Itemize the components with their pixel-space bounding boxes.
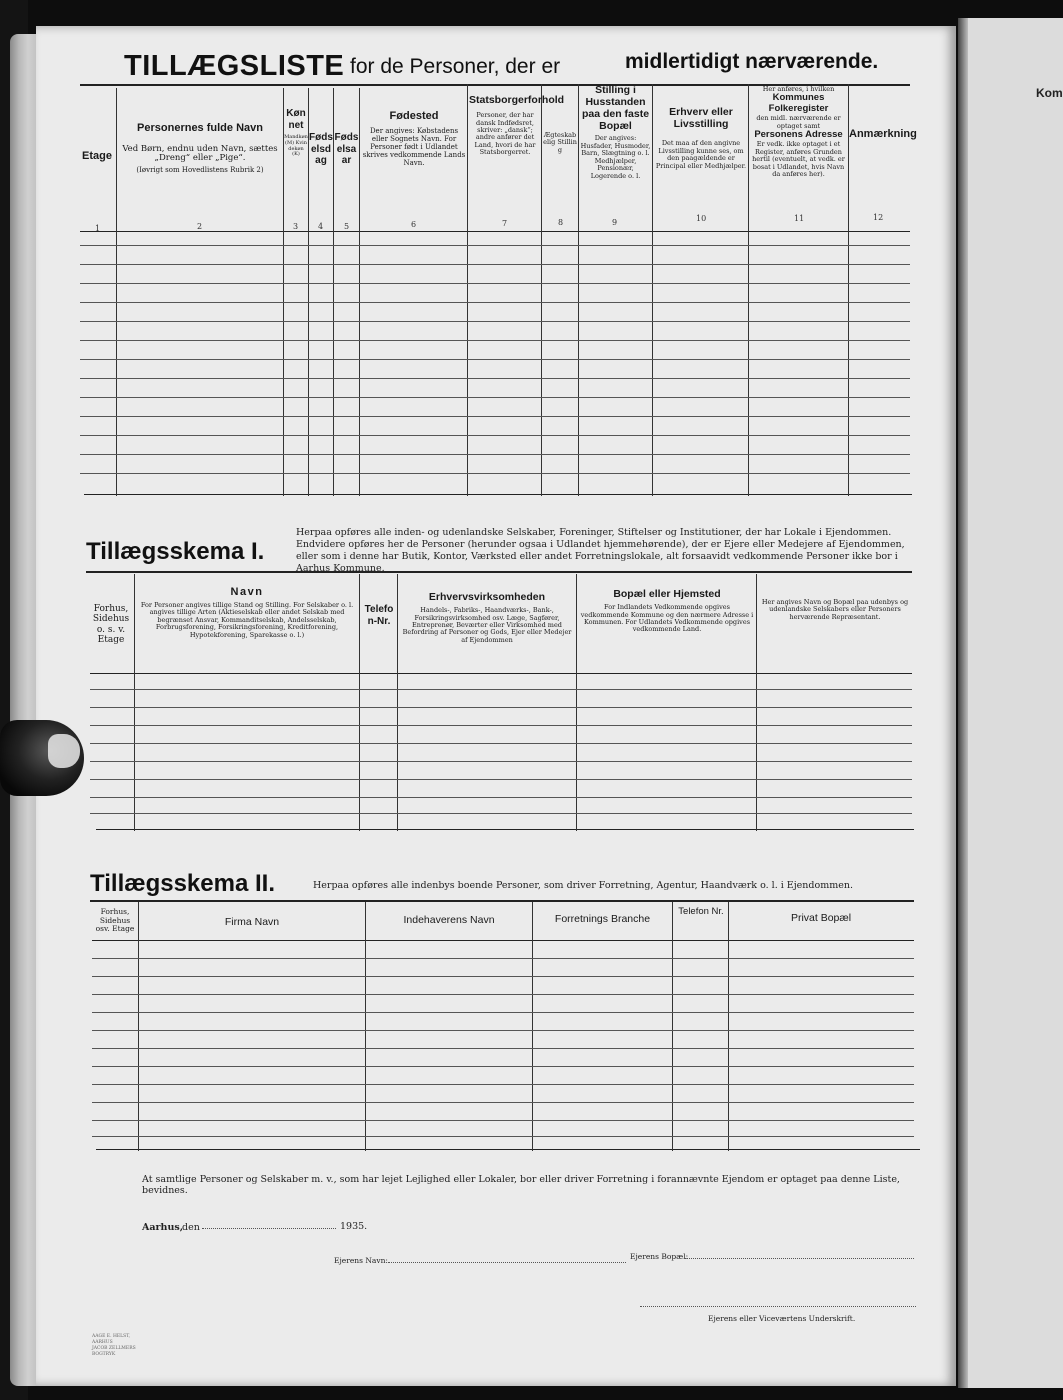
skema1-header-rule — [90, 673, 912, 674]
skema1-col-divider — [359, 574, 360, 831]
table1-header-rule — [80, 231, 910, 232]
s1-header-domicile-title: Bopæl eller Hjemsted — [613, 588, 721, 600]
table1-row-line — [80, 302, 910, 303]
t1-header-birthplace-title: Fødested — [389, 110, 439, 122]
t1-header-register-title: Kommunes Folkeregister — [768, 92, 829, 115]
t1-col-num: 6 — [411, 220, 417, 229]
year-label: 1935. — [340, 1221, 368, 1232]
skema2-col-divider — [138, 902, 139, 1151]
skema2-row-line — [92, 1048, 914, 1049]
t1-col-num: 9 — [612, 218, 618, 227]
s1-header-phone: Telefon-Nr. — [364, 604, 394, 627]
t1-header-birthday: Fødselsdag — [309, 132, 333, 166]
skema2-row-line — [92, 1030, 914, 1031]
skema2-col-divider — [672, 902, 673, 1151]
t1-col-num: 12 — [873, 213, 884, 222]
skema1-row-line — [90, 725, 912, 726]
s2-header-branch: Forretnings Branche — [554, 913, 651, 925]
skema1-row-line — [90, 743, 912, 744]
s1-header-representative: Her angives Navn og Bopæl paa udenbys og udenlandske Selskabers eller Personers herværende Repræsentant. — [761, 598, 909, 621]
table1-row-line — [80, 435, 910, 436]
t1-header-name — [118, 122, 282, 174]
signature-label: Ejerens eller Viceværtens Underskrift. — [708, 1314, 856, 1323]
owner-name-field[interactable] — [388, 1262, 626, 1263]
t1-header-birthplace-desc: Der angives: Købstadens eller Sognets Navn. For Personer født i Udlandet skrives vedkommende Lands Navn. — [362, 126, 466, 167]
t1-header-name-desc2: (Iøvrigt som Hovedlistens Rubrik 2) — [136, 166, 264, 175]
skema2-title: Tillægsskema II. — [90, 870, 275, 897]
t1-col-num: 1 — [95, 224, 101, 233]
next-page-edge — [958, 18, 968, 1388]
skema2-row-line — [92, 976, 914, 977]
skema2-col-divider — [728, 902, 729, 1151]
skema1-col-divider — [756, 574, 757, 831]
t1-header-birthplace — [362, 110, 466, 167]
table1-row-line — [80, 416, 910, 417]
table1-row-line — [80, 245, 910, 246]
t1-header-household — [579, 84, 652, 180]
skema2-row-line — [92, 1012, 914, 1013]
owner-address-field[interactable] — [684, 1258, 914, 1259]
t1-header-citizenship-title: Statsborgerforhold — [469, 94, 565, 106]
t1-col-num: 4 — [318, 222, 324, 231]
s2-header-private-address: Privat Bopæl — [790, 912, 852, 924]
table1-row-line — [80, 454, 910, 455]
skema1-col-divider — [397, 574, 398, 831]
skema1-row-line — [90, 689, 912, 690]
t1-header-occupation-title: Erhverv eller Livsstilling — [669, 106, 733, 131]
s1-header-name-desc: For Personer angives tillige Stand og Stilling. For Selskaber o. l. angives tillige Arten (Aktieselskab eller andet Selskab med begrænset Ansvar, Kommanditselskab, Andelsselskab, Forbrugsforening, Forsikringsforening, Kreditforening, Hypotekforening, Sparekasse o. l.) — [140, 600, 354, 639]
owner-address-label: Ejerens Bopæl: — [630, 1252, 689, 1261]
skema1-row-line — [90, 707, 912, 708]
s1-header-etage: Forhus, Sidehus o. s. v. Etage — [92, 604, 130, 646]
t1-header-register-mid: den midl. nærværende er optaget samt — [756, 114, 841, 130]
form-title-rest: for de Personer, der er — [350, 55, 561, 78]
s1-header-business-title: Erhvervsvirksomheden — [428, 591, 546, 603]
thumb-nail — [48, 734, 80, 768]
table1-row-line — [80, 283, 910, 284]
s1-header-business-desc: Handels-, Fabriks-, Haandværks-, Bank-, Forsikringsvirksomhed osv. Læge, Sagfører, Entreprenør, Beværter eller Virksomhed med Befordring af Personer og Gods, Ejer eller Medejer af Ejendommen — [402, 606, 572, 644]
skema2-row-line — [92, 958, 914, 959]
table1-bottom-border — [84, 494, 912, 495]
date-field[interactable] — [202, 1228, 336, 1229]
table1-row-line — [80, 359, 910, 360]
t1-header-register — [749, 86, 848, 179]
skema2-bottom-border — [96, 1149, 920, 1150]
skema1-row-line — [90, 813, 912, 814]
table1-row-line — [80, 378, 910, 379]
skema1-top-border — [86, 571, 912, 573]
skema1-col-divider — [134, 574, 135, 831]
t1-header-name-desc: Ved Børn, endnu uden Navn, sættes „Dreng“ eller „Pige“. — [122, 143, 278, 164]
t1-header-etage: Etage — [82, 150, 112, 162]
skema2-note: Herpaa opføres alle indenbys boende Personer, som driver Forretning, Agentur, Haandværk o. l. i Ejendommen. — [313, 880, 853, 891]
s1-header-name-title: Navn — [230, 586, 264, 598]
form-title-main: TILLÆGSLISTE — [124, 50, 345, 82]
skema1-bottom-border — [96, 829, 914, 830]
s2-header-firm: Firma Navn — [224, 916, 280, 928]
t1-header-citizenship-desc: Personer, der har dansk Indfødsret, skriver: „dansk“; andre anfører det Land, hvori de har Statsborgerret. — [474, 111, 536, 157]
t1-col-num: 3 — [293, 222, 299, 231]
city-label: Aarhus, — [142, 1222, 184, 1233]
t1-header-gender-desc: Mandkøn (M) Kvindekøn (K) — [284, 134, 308, 158]
t1-header-gender-title: Kønnet — [286, 108, 306, 131]
t1-header-remark: Anmærkning — [849, 128, 917, 140]
t1-col-num: 7 — [502, 219, 508, 228]
skema1-col-divider — [576, 574, 577, 831]
skema2-header-rule — [92, 940, 914, 941]
certification-statement: At samtlige Personer og Selskaber m. v., som har lejet Lejlighed eller Lokaler, bor eller driver Forretning i forannævnte Ejendom er optaget paa denne Liste, bevidnes. — [142, 1174, 900, 1196]
t1-header-household-desc: Der angives: Husfader, Husmoder, Barn, Slægtning o. l. Medhjælper, Pensionær, Logerende o. l. — [580, 134, 651, 180]
t1-header-register-desc: Er vedk. ikke optaget i et Register, anføres Grunden hertil (eventuelt, at vedk. er bosat i Udlandet, hvis Navn da anføres her). — [752, 140, 845, 179]
skema1-row-line — [90, 779, 912, 780]
owner-name-label: Ejerens Navn: — [334, 1256, 388, 1265]
skema2-row-line — [92, 994, 914, 995]
t1-header-household-title: Stilling i Husstanden paa den faste Bopæl — [581, 84, 650, 133]
s2-header-etage: Forhus, Sidehus osv. Etage — [95, 907, 135, 934]
table1-row-line — [80, 321, 910, 322]
skema2-row-line — [92, 1084, 914, 1085]
skema2-col-divider — [532, 902, 533, 1151]
s1-header-domicile — [580, 588, 754, 634]
t1-col-num: 11 — [794, 214, 805, 223]
table1-row-line — [80, 264, 910, 265]
skema2-top-border — [90, 900, 914, 902]
skema1-note: Herpaa opføres alle inden- og udenlandske Selskaber, Foreninger, Stiftelser og Institutioner, der har Lokale i Ejendommen. Endvidere opføres her de Personer (herunder ogsaa i Udlandet hjemmehørende), der er Ejere eller Medejere af Ejendommen, eller som i denne har Butik, Kontor, Værksted eller andet Forretningslokale, alt forsaavidt vedkommende Personer ikke bor i Aarhus Kommune. — [296, 527, 905, 574]
t1-header-register-pre: Her anføres, i hvilken — [762, 85, 835, 93]
s1-header-domicile-desc: For Indlandets Vedkommende opgives vedkommende Kommune og den nærmere Adresse i Kommunen. For Udlandets Vedkommende opgives vedkommende Land. — [580, 603, 754, 634]
skema2-row-line — [92, 1120, 914, 1121]
next-page — [958, 18, 1063, 1388]
skema2-col-divider — [365, 902, 366, 1151]
printer-mark: AAGE E. HELST, AARHUS JACOB ZELLMERS BOGTRYK — [92, 1334, 136, 1357]
skema1-row-line — [90, 761, 912, 762]
next-page-label: Kom — [1036, 86, 1063, 100]
skema1-row-line — [90, 797, 912, 798]
t1-col-num: 10 — [696, 214, 707, 223]
table1-row-line — [80, 397, 910, 398]
table1-row-line — [80, 473, 910, 474]
t1-header-occupation — [654, 106, 748, 170]
skema2-row-line — [92, 1136, 914, 1137]
t1-col-num: 5 — [344, 222, 350, 231]
s1-header-business — [400, 591, 574, 644]
s2-header-phone: Telefon Nr. — [678, 906, 724, 917]
t1-header-birthyear: Fødselsaar — [334, 132, 359, 166]
t1-header-name-title: Personernes fulde Navn — [137, 122, 263, 134]
table1-row-line — [80, 340, 910, 341]
form-title-bold: midlertidigt nærværende. — [625, 50, 879, 73]
t1-header-gender — [284, 108, 308, 158]
skema2-row-line — [92, 1102, 914, 1103]
t1-col-num: 2 — [197, 222, 203, 231]
s1-header-name — [138, 586, 356, 639]
t1-header-marital: Ægteskabelig Stilling — [543, 131, 577, 154]
den-label: den — [182, 1222, 200, 1233]
signature-field[interactable] — [640, 1306, 916, 1307]
t1-header-occupation-desc: Det maa af den angivne Livsstilling kunne ses, om den paagældende er Principal eller Medhjælper. — [655, 139, 747, 170]
s2-header-owner: Indehaverens Navn — [403, 914, 495, 926]
skema2-row-line — [92, 1066, 914, 1067]
skema1-title: Tillægsskema I. — [86, 538, 265, 565]
t1-col-num: 8 — [558, 218, 564, 227]
t1-header-register-title2: Personens Adresse — [754, 129, 843, 141]
